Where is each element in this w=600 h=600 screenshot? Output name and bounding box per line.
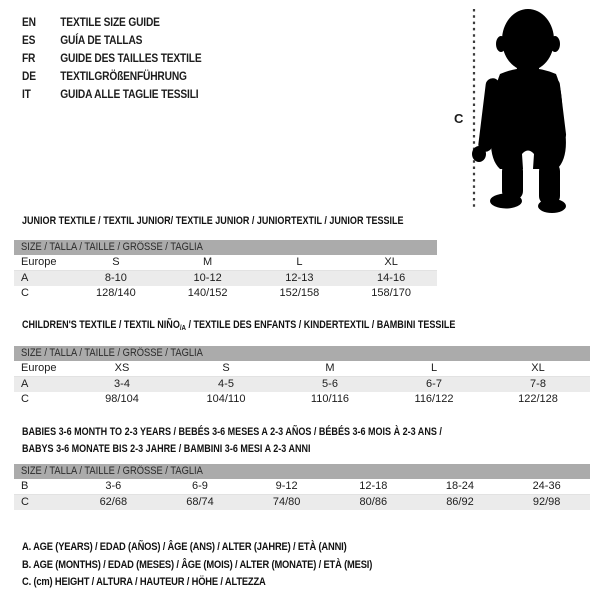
children-section-title: [22, 319, 455, 334]
cell: 6-7: [426, 378, 442, 390]
baby-silhouette-icon: [445, 2, 600, 230]
cell: 10-12: [193, 272, 222, 284]
baby-silhouette-shape: [472, 9, 567, 213]
row-label: A: [21, 378, 29, 390]
cell: M: [203, 256, 213, 268]
lang-label: TEXTILE SIZE GUIDE: [60, 15, 160, 29]
table-row-height: [14, 392, 590, 407]
cell: XL: [384, 256, 398, 268]
cell: 158/170: [371, 287, 411, 299]
cell: 12-13: [285, 272, 314, 284]
table-row-age-months: [14, 479, 590, 495]
children-size-table: [14, 346, 590, 407]
language-header: [22, 13, 233, 103]
junior-section-title: JUNIOR TEXTILE / TEXTIL JUNIOR/ TEXTILE JUNIOR / JUNIORTEXTIL / JUNIOR TESSILE: [22, 215, 404, 227]
size-header-text: SIZE / TALLA / TAILLE / GRÖSSE / TAGLIA: [21, 347, 203, 359]
lang-code: EN: [22, 15, 36, 29]
cell: 14-16: [377, 272, 406, 284]
size-header-cell: [14, 464, 590, 479]
cell: L: [296, 256, 303, 268]
cell: 92/98: [532, 496, 561, 508]
cell: S: [112, 256, 120, 268]
size-header-row: [14, 346, 590, 361]
lang-code: DE: [22, 69, 36, 83]
size-header-cell: [14, 346, 590, 361]
lang-row-fr: [22, 49, 201, 67]
size-header-cell: [14, 240, 437, 255]
table-row-age: [14, 377, 590, 393]
cell: 4-5: [218, 378, 234, 390]
cell: 116/122: [414, 393, 454, 405]
height-measure-figure: [445, 2, 600, 230]
cell: 6-9: [192, 480, 208, 492]
table-row-height: [14, 495, 590, 511]
cell: 140/152: [187, 287, 228, 299]
size-header-text: SIZE / TALLA / TAILLE / GRÖSSE / TAGLIA: [21, 465, 203, 477]
cell: 3-6: [105, 480, 122, 492]
cell: 9-12: [275, 480, 298, 492]
cell: 12-18: [359, 480, 388, 492]
children-title-sub: /A: [179, 323, 186, 332]
size-header-row: [14, 464, 590, 479]
footnote-c: C. (cm) HEIGHT / ALTURA / HAUTEUR / HÖHE / ALTEZZA: [22, 576, 266, 588]
cell: 80/86: [359, 496, 388, 508]
cell: XL: [531, 362, 545, 374]
cell: XS: [114, 362, 130, 374]
babies-section-title: [22, 424, 442, 458]
junior-size-table: [14, 240, 437, 301]
cell: 18-24: [445, 480, 475, 492]
cell: S: [222, 362, 230, 374]
table-row-height: [14, 286, 437, 301]
cell: 3-4: [114, 378, 130, 390]
row-label: Europe: [21, 256, 57, 268]
lang-row-en: [22, 13, 201, 31]
cell: 98/104: [105, 393, 139, 405]
cell: 68/74: [186, 496, 214, 508]
table-row-europe: [14, 255, 437, 271]
row-label: C: [21, 496, 29, 508]
lang-code: IT: [22, 87, 31, 101]
children-title-after: / TEXTILE DES ENFANTS / KINDERTEXTIL / BAMBINI TESSILE: [185, 319, 456, 331]
footnote-a: A. AGE (YEARS) / EDAD (AÑOS) / ÂGE (ANS) / ALTER (JAHRE) / ETÀ (ANNI): [22, 541, 347, 553]
size-header-row: [14, 240, 437, 255]
babies-size-table: [14, 464, 590, 510]
cell: 62/68: [99, 496, 128, 508]
babies-title-line1: BABIES 3-6 MONTH TO 2-3 YEARS / BEBÉS 3-6 MESES A 2-3 AÑOS / BÉBÉS 3-6 MOIS À 2-3 ANS /: [22, 426, 442, 438]
row-label: A: [21, 272, 29, 284]
size-header-text: SIZE / TALLA / TAILLE / GRÖSSE / TAGLIA: [21, 241, 203, 253]
cell: 152/158: [279, 287, 320, 299]
cell: 74/80: [272, 496, 301, 508]
cell: 110/116: [310, 393, 350, 405]
table-row-europe: [14, 361, 590, 377]
cell: 104/110: [206, 393, 246, 405]
lang-code: FR: [22, 51, 36, 65]
lang-label: GUÍA DE TALLAS: [60, 33, 143, 47]
cell: 7-8: [530, 378, 546, 390]
lang-row-it: [22, 85, 201, 103]
row-label: Europe: [21, 362, 57, 374]
lang-row-de: [22, 67, 201, 85]
row-label: C: [21, 393, 29, 405]
children-title-before: CHILDREN'S TEXTILE / TEXTIL NIÑO: [22, 319, 180, 331]
cell: 5-6: [322, 378, 338, 390]
lang-label: GUIDA ALLE TAGLIE TESSILI: [60, 87, 199, 101]
measure-label-c: C: [454, 111, 464, 126]
babies-title-line2: BABYS 3-6 MONATE BIS 2-3 JAHRE / BAMBINI 3-6 MESI A 2-3 ANNI: [22, 443, 311, 455]
lang-code: ES: [22, 33, 36, 47]
cell: 122/128: [518, 393, 558, 405]
lang-label: GUIDE DES TAILLES TEXTILE: [60, 51, 202, 65]
lang-row-es: [22, 31, 201, 49]
lang-label: TEXTILGRÖßENFÜHRUNG: [60, 69, 187, 83]
table-row-age: [14, 271, 437, 287]
cell: L: [430, 362, 438, 374]
footnotes: [22, 539, 434, 592]
row-label: B: [21, 480, 29, 492]
cell: M: [325, 362, 335, 374]
cell: 128/140: [95, 287, 136, 299]
footnote-b: B. AGE (MONTHS) / EDAD (MESES) / ÂGE (MOIS) / ALTER (MONATE) / ETÀ (MESI): [22, 558, 373, 571]
cell: 24-36: [532, 480, 561, 492]
row-label: C: [21, 287, 29, 299]
cell: 8-10: [104, 272, 127, 284]
cell: 86/92: [446, 496, 474, 508]
